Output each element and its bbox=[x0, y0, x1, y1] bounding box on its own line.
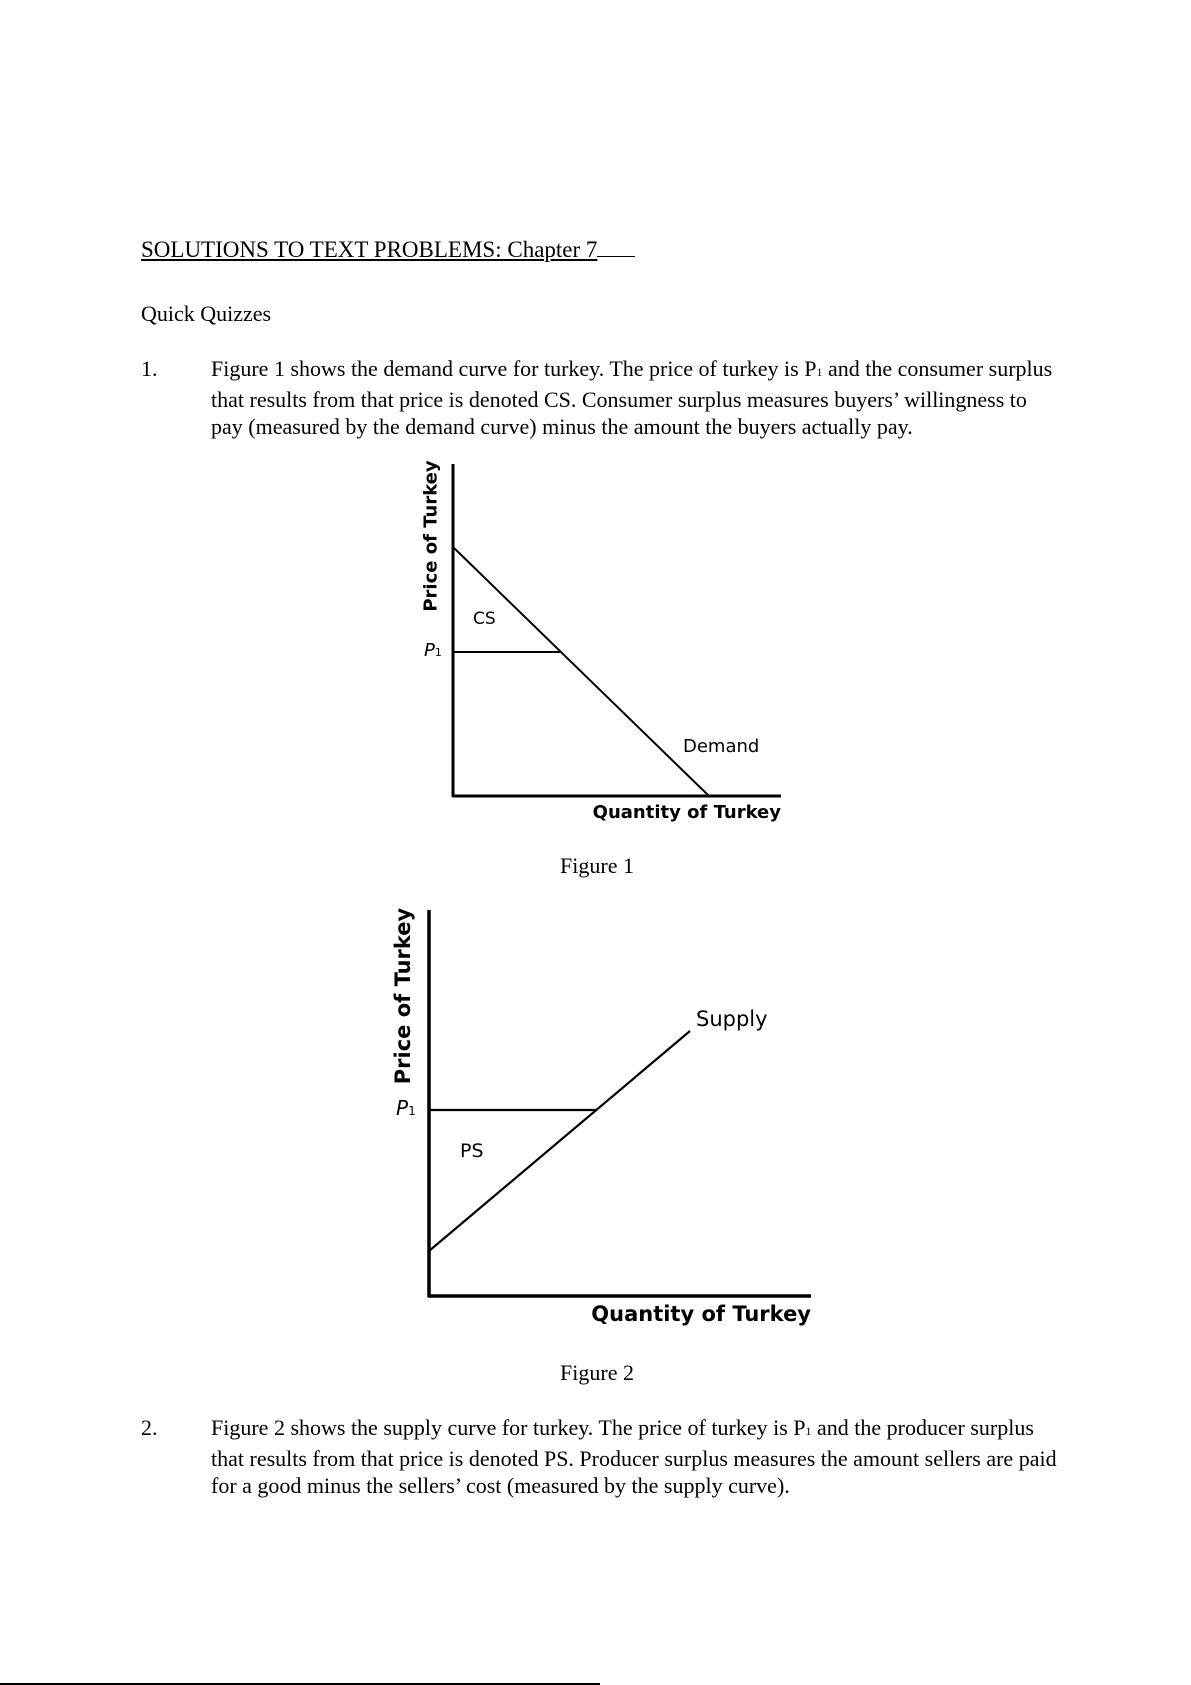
fig2-x-label: Quantity of Turkey bbox=[591, 1302, 811, 1326]
p: P bbox=[396, 1096, 409, 1120]
fig2-p1-label bbox=[396, 1096, 416, 1120]
fig1-demand-label: Demand bbox=[683, 736, 760, 757]
fig1-x-label: Quantity of Turkey bbox=[592, 802, 781, 823]
item-number: 1. bbox=[141, 356, 158, 381]
text: Figure 1 shows the demand curve for turkey. The price of turkey is P bbox=[211, 356, 817, 381]
fig1-demand-curve bbox=[453, 547, 709, 796]
fig1-y-label: Price of Turkey bbox=[420, 460, 442, 612]
fig2-ps-label: PS bbox=[460, 1140, 484, 1162]
title-text: SOLUTIONS TO TEXT PROBLEMS: Chapter 7 bbox=[141, 237, 598, 262]
text: and the consumer surplus that results from that price is denoted CS. Consumer surplus measures buyers’ willingness to pay (measured by the demand curve) minus the amount the buyers actually pay. bbox=[211, 356, 1053, 439]
p: P bbox=[424, 640, 435, 661]
figure-2-caption: Figure 2 bbox=[560, 1360, 634, 1385]
fig1-p1-label bbox=[424, 640, 442, 661]
item-number: 2. bbox=[141, 1415, 158, 1440]
sub: 1 bbox=[434, 646, 442, 659]
subscript: 1 bbox=[805, 1424, 812, 1438]
item-2-text bbox=[211, 1414, 1061, 1499]
text: and the producer surplus that results from that price is denoted PS. Producer surplus measures the amount sellers are paid for a good minus the sellers’ cost (measured by the supply curve). bbox=[211, 1415, 1057, 1498]
figure-1-caption: Figure 1 bbox=[560, 853, 634, 878]
sub: 1 bbox=[408, 1104, 416, 1118]
fig2-supply-label: Supply bbox=[696, 1007, 768, 1031]
subscript: 1 bbox=[816, 365, 823, 379]
section-heading: Quick Quizzes bbox=[141, 301, 272, 326]
fig2-y-label: Price of Turkey bbox=[391, 907, 415, 1085]
fig1-cs-label: CS bbox=[473, 609, 496, 629]
text: Figure 2 shows the supply curve for turkey. The price of turkey is P bbox=[211, 1415, 806, 1440]
